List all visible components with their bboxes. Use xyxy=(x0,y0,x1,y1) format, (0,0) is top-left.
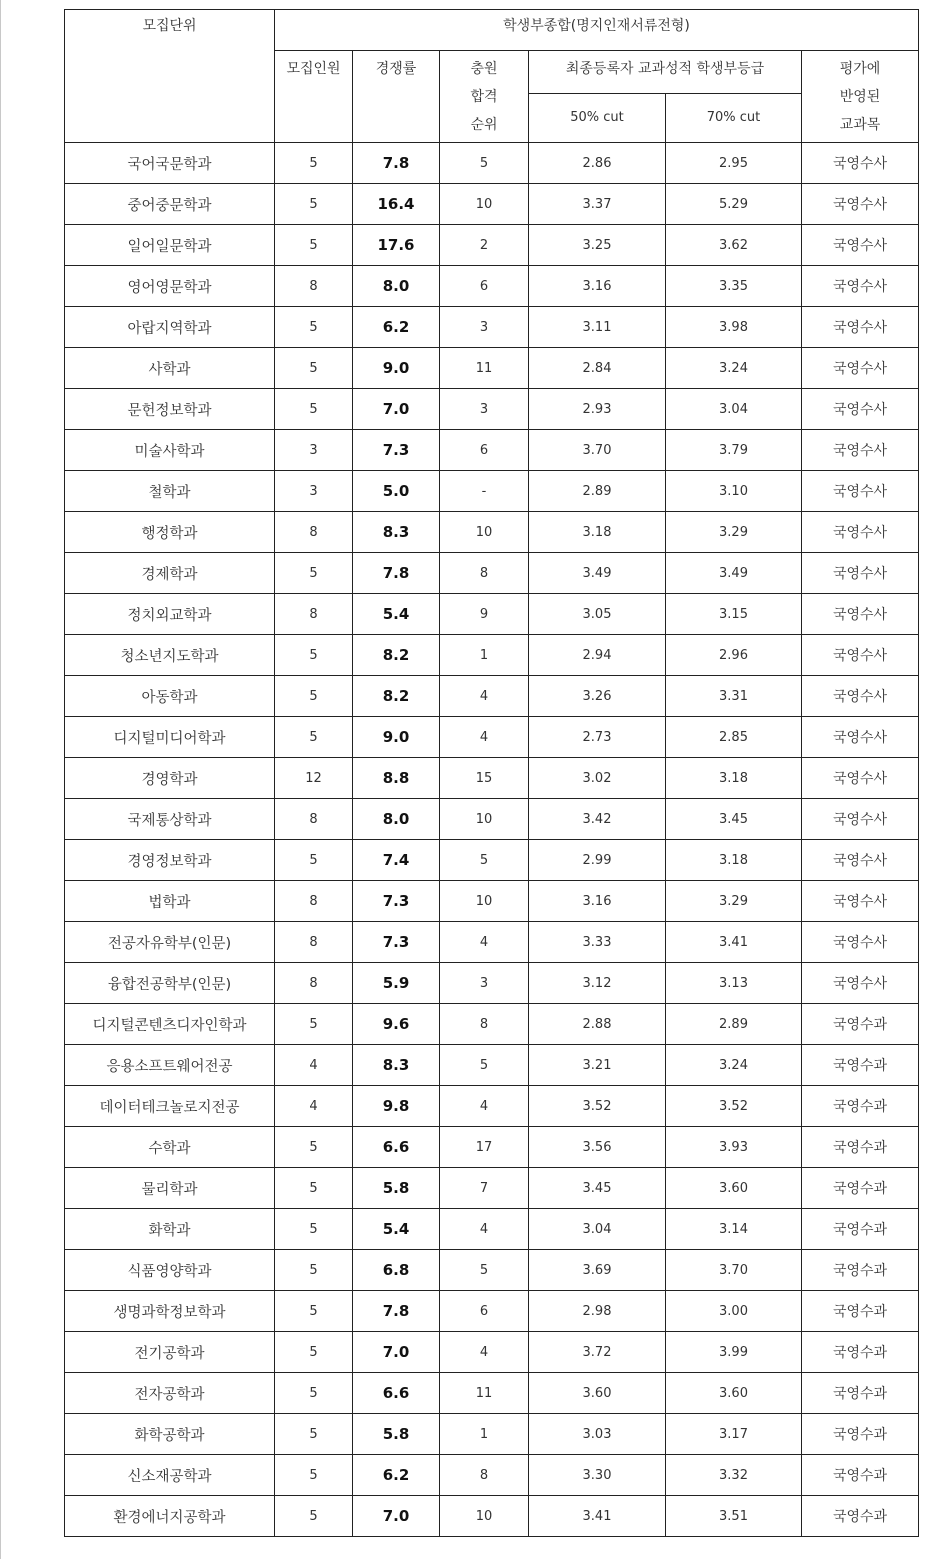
table-row xyxy=(65,1004,919,1045)
header-final-grades: 최종등록자 교과성적 학생부등급 xyxy=(529,51,802,94)
cell-recruit: 5 xyxy=(275,1496,353,1537)
cell-cut70: 3.17 xyxy=(666,1414,802,1455)
cell-cut70: 3.49 xyxy=(666,553,802,594)
table-row xyxy=(65,1373,919,1414)
cell-competition-rate: 8.0 xyxy=(353,799,440,840)
cell-cut50: 3.26 xyxy=(529,676,666,717)
cell-subjects: 국영수과 xyxy=(802,1455,919,1496)
table-row xyxy=(65,676,919,717)
cell-subjects: 국영수사 xyxy=(802,143,919,184)
cell-recruit: 5 xyxy=(275,1127,353,1168)
cell-recruit: 5 xyxy=(275,1250,353,1291)
table-row xyxy=(65,1127,919,1168)
cell-department: 국제통상학과 xyxy=(65,799,275,840)
header-subjects xyxy=(802,51,919,143)
cell-recruit: 5 xyxy=(275,389,353,430)
cell-competition-rate: 5.0 xyxy=(353,471,440,512)
cell-recruit: 5 xyxy=(275,184,353,225)
cell-department: 화학과 xyxy=(65,1209,275,1250)
cell-competition-rate: 9.0 xyxy=(353,348,440,389)
table-row xyxy=(65,1455,919,1496)
cell-subjects: 국영수사 xyxy=(802,553,919,594)
cell-recruit: 3 xyxy=(275,430,353,471)
cell-subjects: 국영수과 xyxy=(802,1045,919,1086)
header-recruit: 모집인원 xyxy=(275,51,353,143)
cell-cut70: 3.15 xyxy=(666,594,802,635)
cell-recruit: 8 xyxy=(275,881,353,922)
cell-recruit: 5 xyxy=(275,1455,353,1496)
cell-waitlist-rank: 2 xyxy=(440,225,529,266)
table-header xyxy=(65,10,919,143)
cell-waitlist-rank: 8 xyxy=(440,1004,529,1045)
cell-subjects: 국영수과 xyxy=(802,1496,919,1537)
cell-waitlist-rank: 9 xyxy=(440,594,529,635)
cell-cut70: 3.41 xyxy=(666,922,802,963)
table-row xyxy=(65,1209,919,1250)
cell-subjects: 국영수사 xyxy=(802,389,919,430)
header-subjects-line3: 교과목 xyxy=(839,117,881,133)
cell-cut70: 2.96 xyxy=(666,635,802,676)
table-row xyxy=(65,1291,919,1332)
cell-competition-rate: 7.8 xyxy=(353,553,440,594)
cell-waitlist-rank: 4 xyxy=(440,922,529,963)
cell-competition-rate: 16.4 xyxy=(353,184,440,225)
cell-waitlist-rank: - xyxy=(440,471,529,512)
header-subjects-line2: 반영된 xyxy=(839,89,881,105)
cell-subjects: 국영수과 xyxy=(802,1414,919,1455)
cell-waitlist-rank: 1 xyxy=(440,1414,529,1455)
cell-cut70: 5.29 xyxy=(666,184,802,225)
cell-subjects: 국영수사 xyxy=(802,512,919,553)
table-row xyxy=(65,1250,919,1291)
cell-recruit: 5 xyxy=(275,348,353,389)
cell-cut70: 2.95 xyxy=(666,143,802,184)
table-row xyxy=(65,184,919,225)
cell-cut70: 2.85 xyxy=(666,717,802,758)
table-row xyxy=(65,922,919,963)
cell-competition-rate: 7.3 xyxy=(353,430,440,471)
cell-recruit: 5 xyxy=(275,1414,353,1455)
cell-competition-rate: 17.6 xyxy=(353,225,440,266)
table-row xyxy=(65,553,919,594)
cell-cut50: 3.42 xyxy=(529,799,666,840)
cell-competition-rate: 5.4 xyxy=(353,1209,440,1250)
cell-cut50: 2.93 xyxy=(529,389,666,430)
cell-department: 영어영문학과 xyxy=(65,266,275,307)
cell-competition-rate: 5.4 xyxy=(353,594,440,635)
cell-department: 식품영양학과 xyxy=(65,1250,275,1291)
cell-cut70: 3.29 xyxy=(666,881,802,922)
cell-department: 국어국문학과 xyxy=(65,143,275,184)
cell-competition-rate: 9.8 xyxy=(353,1086,440,1127)
cell-recruit: 5 xyxy=(275,307,353,348)
cell-department: 물리학과 xyxy=(65,1168,275,1209)
cell-department: 디지털미디어학과 xyxy=(65,717,275,758)
cell-recruit: 4 xyxy=(275,1045,353,1086)
table-row xyxy=(65,594,919,635)
cell-cut50: 3.72 xyxy=(529,1332,666,1373)
cell-cut50: 3.60 xyxy=(529,1373,666,1414)
cell-competition-rate: 8.2 xyxy=(353,635,440,676)
cell-recruit: 5 xyxy=(275,1004,353,1045)
table-row xyxy=(65,717,919,758)
table-row xyxy=(65,348,919,389)
cell-waitlist-rank: 3 xyxy=(440,389,529,430)
cell-cut70: 3.24 xyxy=(666,1045,802,1086)
cell-cut50: 2.73 xyxy=(529,717,666,758)
cell-competition-rate: 7.3 xyxy=(353,922,440,963)
cell-recruit: 5 xyxy=(275,225,353,266)
cell-department: 아랍지역학과 xyxy=(65,307,275,348)
cell-cut50: 3.18 xyxy=(529,512,666,553)
cell-waitlist-rank: 3 xyxy=(440,307,529,348)
cell-cut50: 3.33 xyxy=(529,922,666,963)
cell-cut50: 2.89 xyxy=(529,471,666,512)
cell-recruit: 8 xyxy=(275,922,353,963)
cell-subjects: 국영수과 xyxy=(802,1291,919,1332)
cell-competition-rate: 7.8 xyxy=(353,143,440,184)
cell-recruit: 8 xyxy=(275,594,353,635)
cell-waitlist-rank: 5 xyxy=(440,1045,529,1086)
cell-cut50: 3.37 xyxy=(529,184,666,225)
table-row xyxy=(65,1414,919,1455)
header-waitlist-line2: 합격 xyxy=(470,89,498,105)
cell-recruit: 5 xyxy=(275,635,353,676)
cell-subjects: 국영수과 xyxy=(802,1373,919,1414)
cell-cut70: 3.31 xyxy=(666,676,802,717)
cell-cut70: 3.18 xyxy=(666,758,802,799)
cell-subjects: 국영수사 xyxy=(802,471,919,512)
table-row xyxy=(65,430,919,471)
cell-subjects: 국영수사 xyxy=(802,635,919,676)
cell-competition-rate: 5.9 xyxy=(353,963,440,1004)
cell-waitlist-rank: 3 xyxy=(440,963,529,1004)
cell-waitlist-rank: 4 xyxy=(440,717,529,758)
cell-cut50: 2.84 xyxy=(529,348,666,389)
table-row xyxy=(65,307,919,348)
table-row xyxy=(65,1496,919,1537)
cell-cut50: 3.30 xyxy=(529,1455,666,1496)
cell-cut70: 3.99 xyxy=(666,1332,802,1373)
cell-competition-rate: 7.8 xyxy=(353,1291,440,1332)
cell-competition-rate: 5.8 xyxy=(353,1168,440,1209)
cell-waitlist-rank: 11 xyxy=(440,348,529,389)
cell-waitlist-rank: 17 xyxy=(440,1127,529,1168)
cell-department: 행정학과 xyxy=(65,512,275,553)
cell-department: 철학과 xyxy=(65,471,275,512)
cell-department: 미술사학과 xyxy=(65,430,275,471)
cell-subjects: 국영수사 xyxy=(802,840,919,881)
table-row xyxy=(65,963,919,1004)
cell-waitlist-rank: 10 xyxy=(440,799,529,840)
cell-department: 생명과학정보학과 xyxy=(65,1291,275,1332)
cell-subjects: 국영수과 xyxy=(802,1250,919,1291)
cell-department: 수학과 xyxy=(65,1127,275,1168)
cell-cut70: 3.45 xyxy=(666,799,802,840)
cell-competition-rate: 9.6 xyxy=(353,1004,440,1045)
cell-department: 화학공학과 xyxy=(65,1414,275,1455)
cell-recruit: 12 xyxy=(275,758,353,799)
cell-subjects: 국영수과 xyxy=(802,1127,919,1168)
cell-competition-rate: 7.0 xyxy=(353,1496,440,1537)
cell-subjects: 국영수사 xyxy=(802,758,919,799)
cell-cut70: 3.70 xyxy=(666,1250,802,1291)
cell-recruit: 8 xyxy=(275,799,353,840)
table-row xyxy=(65,799,919,840)
cell-competition-rate: 6.2 xyxy=(353,307,440,348)
cell-subjects: 국영수사 xyxy=(802,184,919,225)
table-row xyxy=(65,1086,919,1127)
header-waitlist xyxy=(440,51,529,143)
cell-department: 중어중문학과 xyxy=(65,184,275,225)
cell-competition-rate: 7.0 xyxy=(353,1332,440,1373)
cell-competition-rate: 8.3 xyxy=(353,512,440,553)
cell-cut50: 3.41 xyxy=(529,1496,666,1537)
cell-recruit: 8 xyxy=(275,963,353,1004)
table-row xyxy=(65,840,919,881)
cell-cut70: 2.89 xyxy=(666,1004,802,1045)
cell-waitlist-rank: 5 xyxy=(440,1250,529,1291)
header-waitlist-line1: 충원 xyxy=(470,61,498,77)
header-waitlist-line3: 순위 xyxy=(470,117,498,133)
cell-cut50: 2.88 xyxy=(529,1004,666,1045)
cell-competition-rate: 8.3 xyxy=(353,1045,440,1086)
cell-department: 융합전공학부(인문) xyxy=(65,963,275,1004)
cell-recruit: 8 xyxy=(275,266,353,307)
cell-cut70: 3.00 xyxy=(666,1291,802,1332)
cell-subjects: 국영수사 xyxy=(802,430,919,471)
cell-cut50: 2.86 xyxy=(529,143,666,184)
cell-cut50: 2.94 xyxy=(529,635,666,676)
cell-waitlist-rank: 15 xyxy=(440,758,529,799)
cell-cut50: 3.12 xyxy=(529,963,666,1004)
cell-recruit: 5 xyxy=(275,1168,353,1209)
cell-recruit: 5 xyxy=(275,840,353,881)
cell-cut50: 2.98 xyxy=(529,1291,666,1332)
cell-waitlist-rank: 4 xyxy=(440,676,529,717)
cell-waitlist-rank: 10 xyxy=(440,512,529,553)
cell-cut50: 3.05 xyxy=(529,594,666,635)
table-row xyxy=(65,1045,919,1086)
cell-subjects: 국영수과 xyxy=(802,1332,919,1373)
cell-cut50: 3.16 xyxy=(529,881,666,922)
cell-department: 아동학과 xyxy=(65,676,275,717)
cell-department: 경영학과 xyxy=(65,758,275,799)
cell-department: 환경에너지공학과 xyxy=(65,1496,275,1537)
cell-cut70: 3.32 xyxy=(666,1455,802,1496)
cell-recruit: 5 xyxy=(275,676,353,717)
cell-waitlist-rank: 5 xyxy=(440,840,529,881)
cell-waitlist-rank: 10 xyxy=(440,184,529,225)
cell-cut70: 3.18 xyxy=(666,840,802,881)
cell-cut50: 3.69 xyxy=(529,1250,666,1291)
cell-recruit: 8 xyxy=(275,512,353,553)
cell-cut70: 3.14 xyxy=(666,1209,802,1250)
cell-cut70: 3.79 xyxy=(666,430,802,471)
cell-cut50: 3.52 xyxy=(529,1086,666,1127)
cell-waitlist-rank: 10 xyxy=(440,1496,529,1537)
cell-competition-rate: 6.2 xyxy=(353,1455,440,1496)
header-unit: 모집단위 xyxy=(65,10,275,143)
cell-competition-rate: 8.2 xyxy=(353,676,440,717)
header-competition: 경쟁률 xyxy=(353,51,440,143)
cell-subjects: 국영수과 xyxy=(802,1209,919,1250)
header-cut50: 50% cut xyxy=(529,94,666,143)
header-subjects-line1: 평가에 xyxy=(839,61,881,77)
cell-department: 청소년지도학과 xyxy=(65,635,275,676)
cell-cut70: 3.13 xyxy=(666,963,802,1004)
cell-subjects: 국영수사 xyxy=(802,594,919,635)
cell-subjects: 국영수사 xyxy=(802,348,919,389)
cell-cut50: 3.03 xyxy=(529,1414,666,1455)
page-left-border xyxy=(0,0,1,1559)
cell-waitlist-rank: 4 xyxy=(440,1332,529,1373)
cell-cut70: 3.60 xyxy=(666,1373,802,1414)
cell-subjects: 국영수과 xyxy=(802,1004,919,1045)
cell-competition-rate: 7.4 xyxy=(353,840,440,881)
cell-cut50: 3.25 xyxy=(529,225,666,266)
cell-department: 전자공학과 xyxy=(65,1373,275,1414)
cell-waitlist-rank: 8 xyxy=(440,553,529,594)
cell-cut70: 3.24 xyxy=(666,348,802,389)
cell-subjects: 국영수사 xyxy=(802,881,919,922)
cell-competition-rate: 8.8 xyxy=(353,758,440,799)
cell-competition-rate: 7.3 xyxy=(353,881,440,922)
cell-cut70: 3.52 xyxy=(666,1086,802,1127)
cell-cut50: 3.11 xyxy=(529,307,666,348)
cell-subjects: 국영수사 xyxy=(802,922,919,963)
table-row xyxy=(65,881,919,922)
cell-competition-rate: 6.8 xyxy=(353,1250,440,1291)
cell-competition-rate: 8.0 xyxy=(353,266,440,307)
table-row xyxy=(65,1168,919,1209)
cell-subjects: 국영수사 xyxy=(802,266,919,307)
cell-recruit: 5 xyxy=(275,717,353,758)
table-row xyxy=(65,635,919,676)
cell-waitlist-rank: 6 xyxy=(440,266,529,307)
cell-cut50: 2.99 xyxy=(529,840,666,881)
cell-department: 일어일문학과 xyxy=(65,225,275,266)
cell-recruit: 5 xyxy=(275,1209,353,1250)
cell-subjects: 국영수사 xyxy=(802,799,919,840)
table-row xyxy=(65,1332,919,1373)
cell-cut70: 3.35 xyxy=(666,266,802,307)
cell-cut70: 3.04 xyxy=(666,389,802,430)
cell-department: 법학과 xyxy=(65,881,275,922)
admissions-table xyxy=(64,9,919,1537)
cell-waitlist-rank: 7 xyxy=(440,1168,529,1209)
cell-department: 전기공학과 xyxy=(65,1332,275,1373)
table-row xyxy=(65,758,919,799)
cell-cut70: 3.29 xyxy=(666,512,802,553)
cell-department: 디지털콘텐츠디자인학과 xyxy=(65,1004,275,1045)
cell-cut50: 3.16 xyxy=(529,266,666,307)
table-row xyxy=(65,512,919,553)
table-row xyxy=(65,471,919,512)
cell-subjects: 국영수사 xyxy=(802,676,919,717)
cell-recruit: 5 xyxy=(275,1291,353,1332)
cell-competition-rate: 6.6 xyxy=(353,1127,440,1168)
cell-waitlist-rank: 8 xyxy=(440,1455,529,1496)
cell-waitlist-rank: 6 xyxy=(440,430,529,471)
cell-cut50: 3.04 xyxy=(529,1209,666,1250)
cell-recruit: 5 xyxy=(275,553,353,594)
cell-cut70: 3.51 xyxy=(666,1496,802,1537)
cell-cut70: 3.62 xyxy=(666,225,802,266)
cell-recruit: 3 xyxy=(275,471,353,512)
cell-department: 정치외교학과 xyxy=(65,594,275,635)
cell-cut50: 3.02 xyxy=(529,758,666,799)
cell-waitlist-rank: 1 xyxy=(440,635,529,676)
cell-department: 신소재공학과 xyxy=(65,1455,275,1496)
cell-subjects: 국영수과 xyxy=(802,1168,919,1209)
cell-waitlist-rank: 10 xyxy=(440,881,529,922)
table-body xyxy=(65,143,919,1537)
header-group: 학생부종합(명지인재서류전형) xyxy=(275,10,919,51)
cell-subjects: 국영수사 xyxy=(802,963,919,1004)
cell-competition-rate: 7.0 xyxy=(353,389,440,430)
cell-waitlist-rank: 4 xyxy=(440,1086,529,1127)
cell-waitlist-rank: 6 xyxy=(440,1291,529,1332)
cell-department: 경제학과 xyxy=(65,553,275,594)
cell-department: 전공자유학부(인문) xyxy=(65,922,275,963)
cell-competition-rate: 5.8 xyxy=(353,1414,440,1455)
cell-subjects: 국영수사 xyxy=(802,225,919,266)
cell-subjects: 국영수과 xyxy=(802,1086,919,1127)
cell-cut50: 3.45 xyxy=(529,1168,666,1209)
table-row xyxy=(65,266,919,307)
cell-department: 경영정보학과 xyxy=(65,840,275,881)
header-cut70: 70% cut xyxy=(666,94,802,143)
cell-department: 사학과 xyxy=(65,348,275,389)
cell-department: 문헌정보학과 xyxy=(65,389,275,430)
cell-cut70: 3.60 xyxy=(666,1168,802,1209)
cell-cut50: 3.56 xyxy=(529,1127,666,1168)
cell-competition-rate: 9.0 xyxy=(353,717,440,758)
cell-waitlist-rank: 11 xyxy=(440,1373,529,1414)
table-row xyxy=(65,225,919,266)
cell-recruit: 4 xyxy=(275,1086,353,1127)
cell-cut50: 3.70 xyxy=(529,430,666,471)
cell-cut50: 3.49 xyxy=(529,553,666,594)
cell-competition-rate: 6.6 xyxy=(353,1373,440,1414)
cell-recruit: 5 xyxy=(275,143,353,184)
cell-cut50: 3.21 xyxy=(529,1045,666,1086)
cell-recruit: 5 xyxy=(275,1332,353,1373)
cell-waitlist-rank: 5 xyxy=(440,143,529,184)
cell-subjects: 국영수사 xyxy=(802,307,919,348)
cell-cut70: 3.10 xyxy=(666,471,802,512)
cell-cut70: 3.93 xyxy=(666,1127,802,1168)
cell-waitlist-rank: 4 xyxy=(440,1209,529,1250)
cell-subjects: 국영수사 xyxy=(802,717,919,758)
cell-department: 응용소프트웨어전공 xyxy=(65,1045,275,1086)
cell-recruit: 5 xyxy=(275,1373,353,1414)
table-row xyxy=(65,143,919,184)
cell-cut70: 3.98 xyxy=(666,307,802,348)
cell-department: 데이터테크놀로지전공 xyxy=(65,1086,275,1127)
table-row xyxy=(65,389,919,430)
